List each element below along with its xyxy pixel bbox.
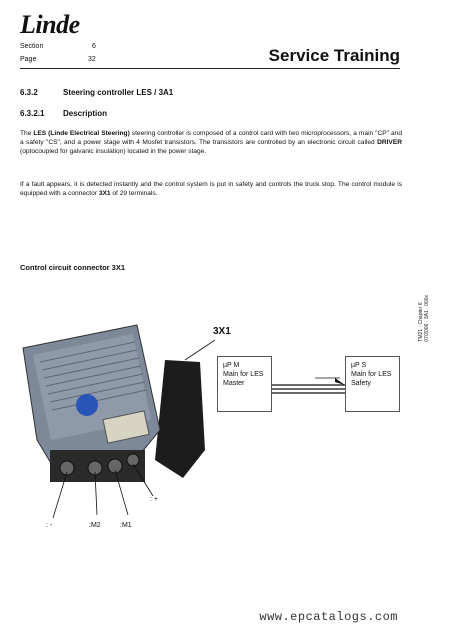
section-value: 6 [92, 43, 96, 50]
connector-reference: 3X1 [98, 190, 111, 198]
page-label: Page [20, 56, 37, 63]
blue-cap [76, 394, 98, 416]
connector-label: 3X1 [213, 326, 231, 337]
section-label: Section [20, 43, 44, 50]
safety-processor-box: µP S Main for LES Safety [345, 356, 400, 412]
document-code: TM21 · Chapter 6 07/2006 · 3A1 · 000x [418, 295, 430, 342]
description-paragraph: The LES (Linde Electrical Steering) steering controller is composed of a control card with two microprocessors, a main "CP" and a safety "CS", and a power stage with 4 Mosfet transistors. The transistors are controlled by an electronic circuit called DRIVER (optocoupled for galvanic insulation) located in the power stage. [20, 130, 403, 156]
figure-caption: Control circuit connector 3X1 [20, 263, 126, 272]
section-title: Steering controller LES / 3A1 [63, 88, 174, 97]
mounting-bracket [155, 360, 205, 478]
terminal-m1-label: :M1 [120, 522, 132, 529]
master-processor-box: µP M Main for LES Master [217, 356, 272, 412]
fault-paragraph: If a fault appears, it is detected instantly and the control system is put in safety and controls the truck stop. The control module is equipped with a connector 3X1 of 29 terminals. [20, 181, 402, 198]
subsection-title: Description [63, 109, 108, 118]
subsection-number: 6.3.2.1 [20, 109, 45, 118]
header-divider [20, 68, 400, 69]
section-number: 6.3.2 [20, 88, 38, 97]
terminal-m2-label: :M2 [89, 522, 101, 529]
page-value: 32 [88, 56, 96, 63]
linde-logo: Linde [20, 10, 80, 39]
watermark-url: www.epcatalogs.com [259, 610, 398, 624]
terminal-minus-label: : - [46, 522, 53, 529]
page-title: Service Training [268, 46, 400, 65]
terminal-plus-label: : + [150, 496, 158, 503]
